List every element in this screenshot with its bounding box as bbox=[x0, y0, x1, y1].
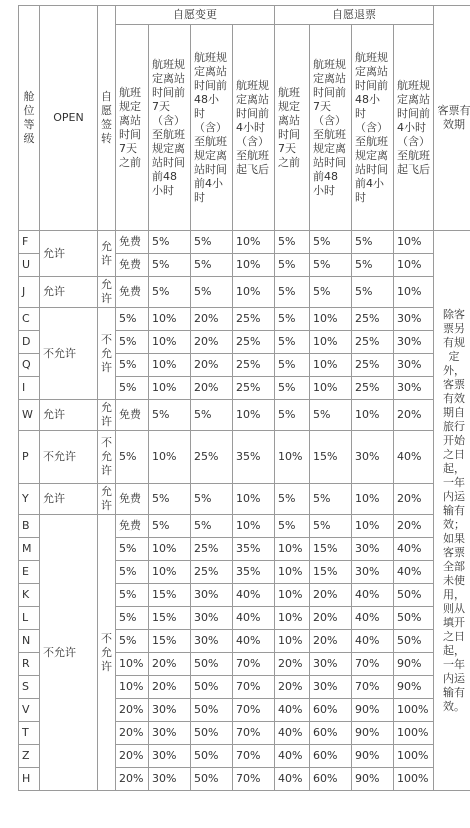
cabin-code: Q bbox=[19, 354, 40, 377]
change-fee: 20% bbox=[149, 676, 191, 699]
refund-fee: 5% bbox=[310, 484, 352, 515]
validity-note: 除客票另有规定外，客票有效期自旅行开始之日起，一年内运输有效；如果客票全部未使用，则从填开之日起，一年内运输有效。 bbox=[434, 231, 470, 791]
open-rule: 不允许 bbox=[40, 431, 98, 484]
refund-fee: 20% bbox=[394, 484, 434, 515]
refund-fee: 10% bbox=[275, 538, 310, 561]
cabin-code: B bbox=[19, 515, 40, 538]
refund-fee: 100% bbox=[394, 768, 434, 791]
change-fee: 40% bbox=[233, 630, 275, 653]
change-fee: 5% bbox=[191, 254, 233, 277]
change-fee: 25% bbox=[233, 377, 275, 400]
refund-fee: 5% bbox=[275, 377, 310, 400]
change-fee: 30% bbox=[191, 630, 233, 653]
refund-fee: 40% bbox=[394, 431, 434, 484]
change-fee: 5% bbox=[116, 630, 149, 653]
change-fee: 30% bbox=[149, 699, 191, 722]
endorse-rule: 允许 bbox=[98, 277, 116, 308]
change-fee: 5% bbox=[116, 607, 149, 630]
change-fee: 5% bbox=[149, 484, 191, 515]
refund-fee: 5% bbox=[275, 331, 310, 354]
refund-fee: 60% bbox=[310, 768, 352, 791]
change-fee: 10% bbox=[233, 277, 275, 308]
refund-fee: 25% bbox=[352, 308, 394, 331]
refund-fee: 5% bbox=[310, 400, 352, 431]
refund-fee: 5% bbox=[352, 231, 394, 254]
refund-fee: 10% bbox=[352, 515, 394, 538]
header-refund-period-1: 航班规定离站时间7天之前 bbox=[275, 25, 310, 231]
refund-fee: 10% bbox=[275, 630, 310, 653]
refund-fee: 20% bbox=[394, 400, 434, 431]
change-fee: 25% bbox=[191, 431, 233, 484]
change-fee: 20% bbox=[116, 699, 149, 722]
refund-fee: 10% bbox=[310, 308, 352, 331]
refund-fee: 15% bbox=[310, 538, 352, 561]
refund-fee: 90% bbox=[352, 699, 394, 722]
change-fee: 免费 bbox=[116, 277, 149, 308]
refund-fee: 40% bbox=[275, 768, 310, 791]
refund-fee: 10% bbox=[310, 377, 352, 400]
change-fee: 35% bbox=[233, 561, 275, 584]
change-fee: 5% bbox=[149, 277, 191, 308]
change-fee: 10% bbox=[149, 308, 191, 331]
refund-fee: 90% bbox=[352, 768, 394, 791]
refund-fee: 10% bbox=[352, 484, 394, 515]
refund-fee: 5% bbox=[352, 277, 394, 308]
refund-fee: 40% bbox=[275, 722, 310, 745]
change-fee: 30% bbox=[191, 584, 233, 607]
change-fee: 30% bbox=[191, 607, 233, 630]
refund-fee: 30% bbox=[352, 561, 394, 584]
refund-fee: 100% bbox=[394, 745, 434, 768]
change-fee: 5% bbox=[191, 400, 233, 431]
refund-fee: 30% bbox=[352, 431, 394, 484]
refund-fee: 5% bbox=[275, 515, 310, 538]
header-refund-period-4: 航班规定离站时间前4小时（含）至航班起飞后 bbox=[394, 25, 434, 231]
refund-fee: 30% bbox=[310, 653, 352, 676]
refund-fee: 20% bbox=[310, 607, 352, 630]
change-fee: 10% bbox=[233, 515, 275, 538]
cabin-code: J bbox=[19, 277, 40, 308]
header-change-period-4: 航班规定离站时间前4小时（含）至航班起飞后 bbox=[233, 25, 275, 231]
table-row bbox=[19, 231, 470, 254]
refund-fee: 90% bbox=[394, 676, 434, 699]
refund-fee: 10% bbox=[275, 607, 310, 630]
change-fee: 免费 bbox=[116, 484, 149, 515]
cabin-code: H bbox=[19, 768, 40, 791]
change-fee: 50% bbox=[191, 722, 233, 745]
refund-fee: 70% bbox=[352, 676, 394, 699]
change-fee: 15% bbox=[149, 584, 191, 607]
change-fee: 5% bbox=[149, 400, 191, 431]
change-fee: 20% bbox=[149, 653, 191, 676]
change-fee: 10% bbox=[116, 653, 149, 676]
change-fee: 70% bbox=[233, 653, 275, 676]
change-fee: 70% bbox=[233, 722, 275, 745]
change-fee: 5% bbox=[191, 277, 233, 308]
refund-fee: 5% bbox=[275, 400, 310, 431]
refund-fee: 40% bbox=[352, 584, 394, 607]
change-fee: 5% bbox=[116, 377, 149, 400]
refund-fee: 15% bbox=[310, 561, 352, 584]
change-fee: 30% bbox=[149, 745, 191, 768]
change-fee: 25% bbox=[191, 561, 233, 584]
refund-fee: 60% bbox=[310, 745, 352, 768]
change-fee: 5% bbox=[149, 515, 191, 538]
refund-fee: 25% bbox=[352, 377, 394, 400]
change-fee: 10% bbox=[233, 400, 275, 431]
change-fee: 40% bbox=[233, 584, 275, 607]
refund-fee: 60% bbox=[310, 699, 352, 722]
table-row bbox=[19, 431, 470, 484]
endorse-rule: 不允许 bbox=[98, 308, 116, 400]
change-fee: 20% bbox=[191, 331, 233, 354]
refund-fee: 10% bbox=[394, 254, 434, 277]
refund-fee: 5% bbox=[275, 308, 310, 331]
table-row bbox=[19, 484, 470, 515]
refund-fee: 40% bbox=[394, 561, 434, 584]
refund-fee: 10% bbox=[310, 331, 352, 354]
change-fee: 5% bbox=[116, 308, 149, 331]
cabin-code: S bbox=[19, 676, 40, 699]
change-fee: 30% bbox=[149, 768, 191, 791]
change-fee: 10% bbox=[149, 431, 191, 484]
header-validity: 客票有效期 bbox=[434, 6, 470, 231]
header-cabin: 舱位等级 bbox=[19, 6, 40, 231]
change-fee: 5% bbox=[116, 354, 149, 377]
change-fee: 70% bbox=[233, 676, 275, 699]
cabin-code: W bbox=[19, 400, 40, 431]
change-fee: 70% bbox=[233, 745, 275, 768]
change-fee: 70% bbox=[233, 699, 275, 722]
refund-fee: 90% bbox=[352, 722, 394, 745]
change-fee: 10% bbox=[233, 254, 275, 277]
refund-fee: 40% bbox=[275, 745, 310, 768]
change-fee: 5% bbox=[116, 584, 149, 607]
cabin-code: V bbox=[19, 699, 40, 722]
change-fee: 25% bbox=[233, 354, 275, 377]
change-fee: 15% bbox=[149, 607, 191, 630]
open-rule: 允许 bbox=[40, 400, 98, 431]
refund-fee: 30% bbox=[394, 354, 434, 377]
cabin-code: U bbox=[19, 254, 40, 277]
cabin-code: R bbox=[19, 653, 40, 676]
refund-fee: 25% bbox=[352, 354, 394, 377]
change-fee: 20% bbox=[116, 768, 149, 791]
header-refund-period-2: 航班规定离站时间前7天（含）至航班规定离站时间前48小时 bbox=[310, 25, 352, 231]
fare-table-body bbox=[19, 231, 470, 791]
change-fee: 5% bbox=[149, 231, 191, 254]
refund-fee: 5% bbox=[275, 254, 310, 277]
header-refund-period-3: 航班规定离站时间前48小时（含）至航班规定离站时间前4小时 bbox=[352, 25, 394, 231]
change-fee: 5% bbox=[116, 538, 149, 561]
change-fee: 25% bbox=[233, 331, 275, 354]
refund-fee: 30% bbox=[352, 538, 394, 561]
change-fee: 10% bbox=[116, 676, 149, 699]
cabin-code: P bbox=[19, 431, 40, 484]
change-fee: 5% bbox=[116, 431, 149, 484]
change-fee: 50% bbox=[191, 676, 233, 699]
refund-fee: 100% bbox=[394, 699, 434, 722]
refund-fee: 100% bbox=[394, 722, 434, 745]
table-row bbox=[19, 515, 470, 538]
refund-fee: 10% bbox=[275, 584, 310, 607]
refund-fee: 10% bbox=[394, 231, 434, 254]
header-refund-group: 自愿退票 bbox=[275, 6, 434, 25]
header-row-groups bbox=[19, 6, 470, 25]
cabin-code: L bbox=[19, 607, 40, 630]
refund-fee: 90% bbox=[394, 653, 434, 676]
change-fee: 35% bbox=[233, 538, 275, 561]
header-change-group: 自愿变更 bbox=[116, 6, 275, 25]
refund-fee: 5% bbox=[310, 515, 352, 538]
header-change-period-3: 航班规定离站时间前48小时（含）至航班规定离站时间前4小时 bbox=[191, 25, 233, 231]
refund-fee: 20% bbox=[310, 584, 352, 607]
refund-fee: 5% bbox=[310, 277, 352, 308]
change-fee: 5% bbox=[191, 231, 233, 254]
cabin-code: F bbox=[19, 231, 40, 254]
change-fee: 免费 bbox=[116, 400, 149, 431]
cabin-code: E bbox=[19, 561, 40, 584]
change-fee: 10% bbox=[149, 331, 191, 354]
refund-fee: 40% bbox=[352, 607, 394, 630]
refund-fee: 5% bbox=[275, 277, 310, 308]
refund-fee: 10% bbox=[275, 431, 310, 484]
refund-fee: 20% bbox=[310, 630, 352, 653]
refund-fee: 5% bbox=[275, 231, 310, 254]
refund-fee: 90% bbox=[352, 745, 394, 768]
refund-fee: 30% bbox=[394, 308, 434, 331]
change-fee: 40% bbox=[233, 607, 275, 630]
change-fee: 5% bbox=[191, 515, 233, 538]
change-fee: 25% bbox=[191, 538, 233, 561]
change-fee: 25% bbox=[233, 308, 275, 331]
change-fee: 50% bbox=[191, 699, 233, 722]
cabin-code: M bbox=[19, 538, 40, 561]
table-row bbox=[19, 308, 470, 331]
cabin-code: C bbox=[19, 308, 40, 331]
open-rule: 允许 bbox=[40, 231, 98, 277]
change-fee: 免费 bbox=[116, 231, 149, 254]
refund-fee: 20% bbox=[275, 653, 310, 676]
change-fee: 10% bbox=[233, 231, 275, 254]
change-fee: 50% bbox=[191, 745, 233, 768]
change-fee: 10% bbox=[149, 377, 191, 400]
cabin-code: Z bbox=[19, 745, 40, 768]
change-fee: 20% bbox=[116, 722, 149, 745]
refund-fee: 40% bbox=[394, 538, 434, 561]
refund-fee: 10% bbox=[275, 561, 310, 584]
change-fee: 50% bbox=[191, 653, 233, 676]
refund-fee: 50% bbox=[394, 630, 434, 653]
refund-fee: 50% bbox=[394, 584, 434, 607]
refund-fee: 5% bbox=[275, 484, 310, 515]
change-fee: 20% bbox=[191, 377, 233, 400]
refund-fee: 5% bbox=[310, 254, 352, 277]
cabin-code: D bbox=[19, 331, 40, 354]
header-change-period-1: 航班规定离站时间7天之前 bbox=[116, 25, 149, 231]
change-fee: 20% bbox=[116, 745, 149, 768]
refund-fee: 25% bbox=[352, 331, 394, 354]
endorse-rule: 允许 bbox=[98, 484, 116, 515]
change-fee: 20% bbox=[191, 354, 233, 377]
cabin-code: I bbox=[19, 377, 40, 400]
table-row bbox=[19, 400, 470, 431]
change-fee: 20% bbox=[191, 308, 233, 331]
open-rule: 允许 bbox=[40, 277, 98, 308]
refund-fee: 70% bbox=[352, 653, 394, 676]
change-fee: 免费 bbox=[116, 254, 149, 277]
refund-fee: 5% bbox=[275, 354, 310, 377]
open-rule: 允许 bbox=[40, 484, 98, 515]
change-fee: 70% bbox=[233, 768, 275, 791]
header-change-period-2: 航班规定离站时间前7天（含）至航班规定离站时间前48小时 bbox=[149, 25, 191, 231]
refund-fee: 10% bbox=[310, 354, 352, 377]
change-fee: 免费 bbox=[116, 515, 149, 538]
change-fee: 35% bbox=[233, 431, 275, 484]
refund-fee: 20% bbox=[275, 676, 310, 699]
open-rule: 不允许 bbox=[40, 308, 98, 400]
cabin-code: Y bbox=[19, 484, 40, 515]
refund-fee: 10% bbox=[352, 400, 394, 431]
endorse-rule: 允许 bbox=[98, 231, 116, 277]
endorse-rule: 允许 bbox=[98, 400, 116, 431]
fare-rules-table bbox=[18, 5, 470, 791]
refund-fee: 5% bbox=[352, 254, 394, 277]
endorse-rule: 不允许 bbox=[98, 431, 116, 484]
change-fee: 30% bbox=[149, 722, 191, 745]
refund-fee: 10% bbox=[394, 277, 434, 308]
change-fee: 10% bbox=[149, 538, 191, 561]
refund-fee: 50% bbox=[394, 607, 434, 630]
table-row bbox=[19, 277, 470, 308]
change-fee: 10% bbox=[149, 561, 191, 584]
refund-fee: 20% bbox=[394, 515, 434, 538]
change-fee: 10% bbox=[149, 354, 191, 377]
change-fee: 5% bbox=[116, 561, 149, 584]
refund-fee: 15% bbox=[310, 431, 352, 484]
refund-fee: 30% bbox=[394, 331, 434, 354]
refund-fee: 40% bbox=[275, 699, 310, 722]
change-fee: 5% bbox=[149, 254, 191, 277]
header-endorse: 自愿签转 bbox=[98, 6, 116, 231]
refund-fee: 30% bbox=[310, 676, 352, 699]
cabin-code: K bbox=[19, 584, 40, 607]
open-rule: 不允许 bbox=[40, 515, 98, 791]
change-fee: 50% bbox=[191, 768, 233, 791]
change-fee: 15% bbox=[149, 630, 191, 653]
change-fee: 5% bbox=[116, 331, 149, 354]
cabin-code: T bbox=[19, 722, 40, 745]
refund-fee: 40% bbox=[352, 630, 394, 653]
change-fee: 5% bbox=[191, 484, 233, 515]
header-open: OPEN bbox=[40, 6, 98, 231]
refund-fee: 30% bbox=[394, 377, 434, 400]
cabin-code: N bbox=[19, 630, 40, 653]
change-fee: 10% bbox=[233, 484, 275, 515]
refund-fee: 5% bbox=[310, 231, 352, 254]
endorse-rule: 不允许 bbox=[98, 515, 116, 791]
refund-fee: 60% bbox=[310, 722, 352, 745]
